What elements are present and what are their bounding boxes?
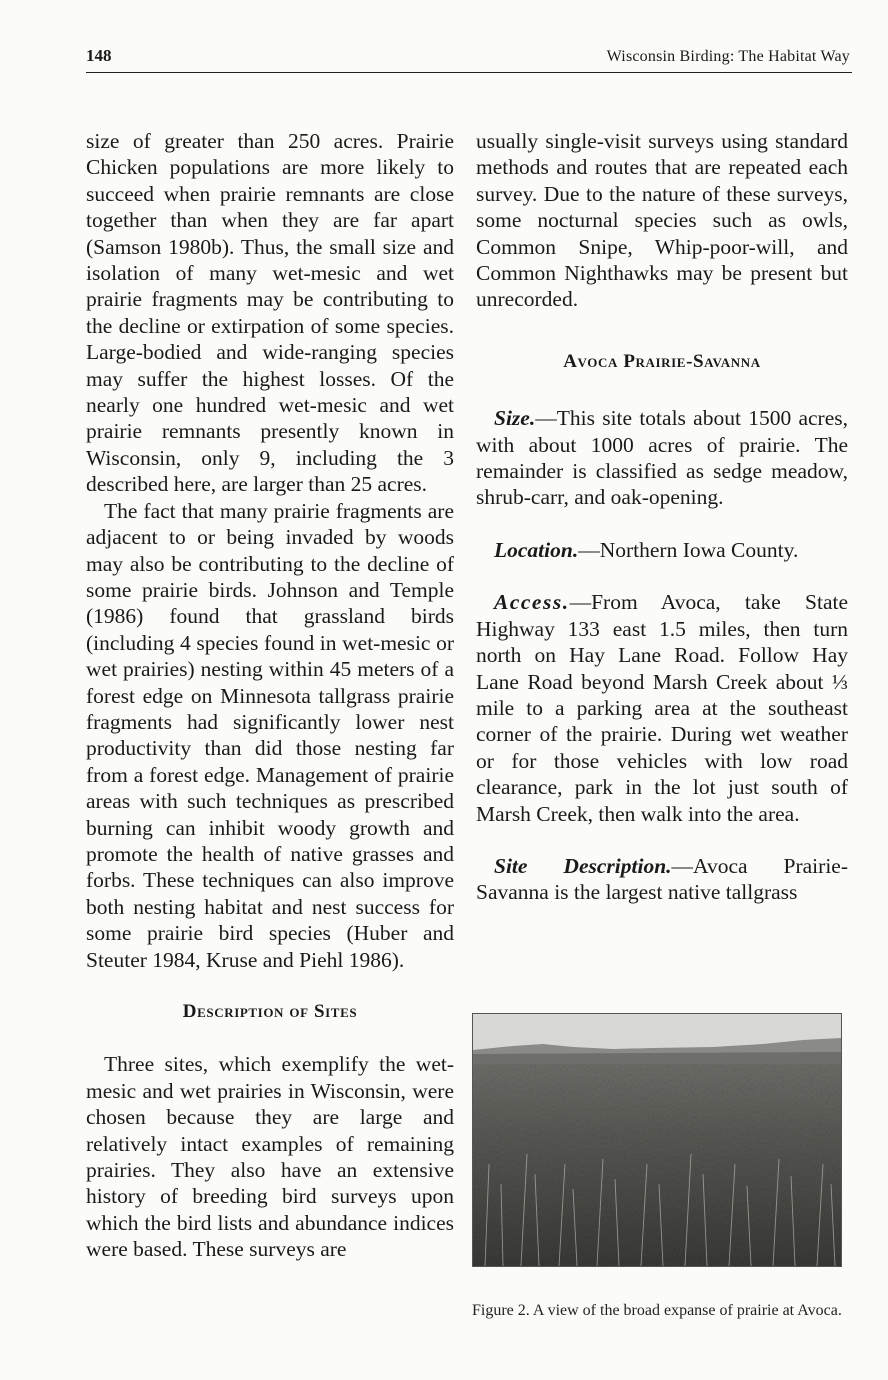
location-label: Location.: [494, 537, 579, 562]
site-description-paragraph: [476, 853, 848, 906]
site-description-text: —Avoca Prairie-Savanna is the largest native tallgrass: [476, 853, 848, 905]
location-paragraph: [476, 537, 848, 563]
location-text: —Northern Iowa County.: [578, 537, 799, 562]
figure-caption: Figure 2. A view of the broad expanse of prairie at Avoca.: [472, 1302, 842, 1319]
size-text: —This site totals about 1500 acres, with about 1000 acres of prairie. The remainder is classified as sedge meadow, shrub-carr, and oak-opening.: [476, 406, 848, 510]
body-paragraph: Three sites, which exemplify the wet-mesic and wet prairies in Wisconsin, were chosen because they are large and relatively intact examples of remaining prairies. They also have an extensive history of breeding bird surveys upon which the bird lists and abundance indices were based. These surveys are: [86, 1052, 454, 1262]
page-number: 148: [86, 46, 112, 65]
page-header: [86, 44, 852, 73]
body-paragraph: size of greater than 250 acres. Prairie Chicken populations are more likely to succeed when prairie remnants are close together than when they are far apart (Samson 1980b). Thus, the small size and isolation of many wet-mesic and wet prairie fragments may be contributing to the decline or extirpation of some species. Large-bodied and wide-ranging species may suffer the highest losses. Of the nearly one hundred wet-mesic and wet prairie remnants presently known in Wisconsin, only 9, including the 3 described here, are larger than 25 acres.: [86, 129, 454, 497]
body-paragraph: The fact that many prairie fragments are adjacent to or being invaded by woods may also be contributing to the decline of some prairie birds. Johnson and Temple (1986) found that grassland birds (including 4 species found in wet-mesic or wet prairies) nesting within 45 meters of a forest edge on Minnesota tallgrass prairie fragments had significantly lower nest productivity than did those nesting far from a forest edge. Management of prairie areas with such techniques as prescribed burning can inhibit woody growth and promote the health of native grasses and forbs. These techniques can also improve both nesting habitat and nest success for some prairie bird species (Huber and Steuter 1984, Kruse and Piehl 1986).: [86, 498, 454, 972]
site-description-label: Site Description.: [494, 853, 672, 878]
running-title: Wisconsin Birding: The Habitat Way: [606, 48, 850, 65]
access-paragraph: [476, 589, 848, 827]
size-label: Size.: [494, 406, 536, 431]
access-text: —From Avoca, take State Highway 133 east 1.5 miles, then turn north on Hay Lane Road. Follow Hay Lane Road beyond Marsh Creek about ⅓ mile to a parking area at the southeast corner of the prairie. During wet weather or for those vehicles with low road clearance, park in the lot just south of Marsh Creek, then walk into the area.: [476, 590, 848, 826]
section-heading: Description of Sites: [182, 1001, 358, 1022]
access-label: Access.: [494, 590, 570, 615]
site-heading: Avoca Prairie-Savanna: [563, 350, 761, 372]
figure-2: [472, 1013, 842, 1320]
right-column: [476, 128, 848, 906]
body-paragraph: usually single-visit surveys using standard methods and routes that are repeated each survey. Due to the nature of these surveys, some nocturnal species such as owls, Common Snipe, Whip-poor-will, and Common Nighthawks may be present but unrecorded.: [476, 129, 848, 312]
size-paragraph: [476, 405, 848, 511]
prairie-photo: [472, 1013, 842, 1267]
left-column: [86, 128, 454, 1263]
